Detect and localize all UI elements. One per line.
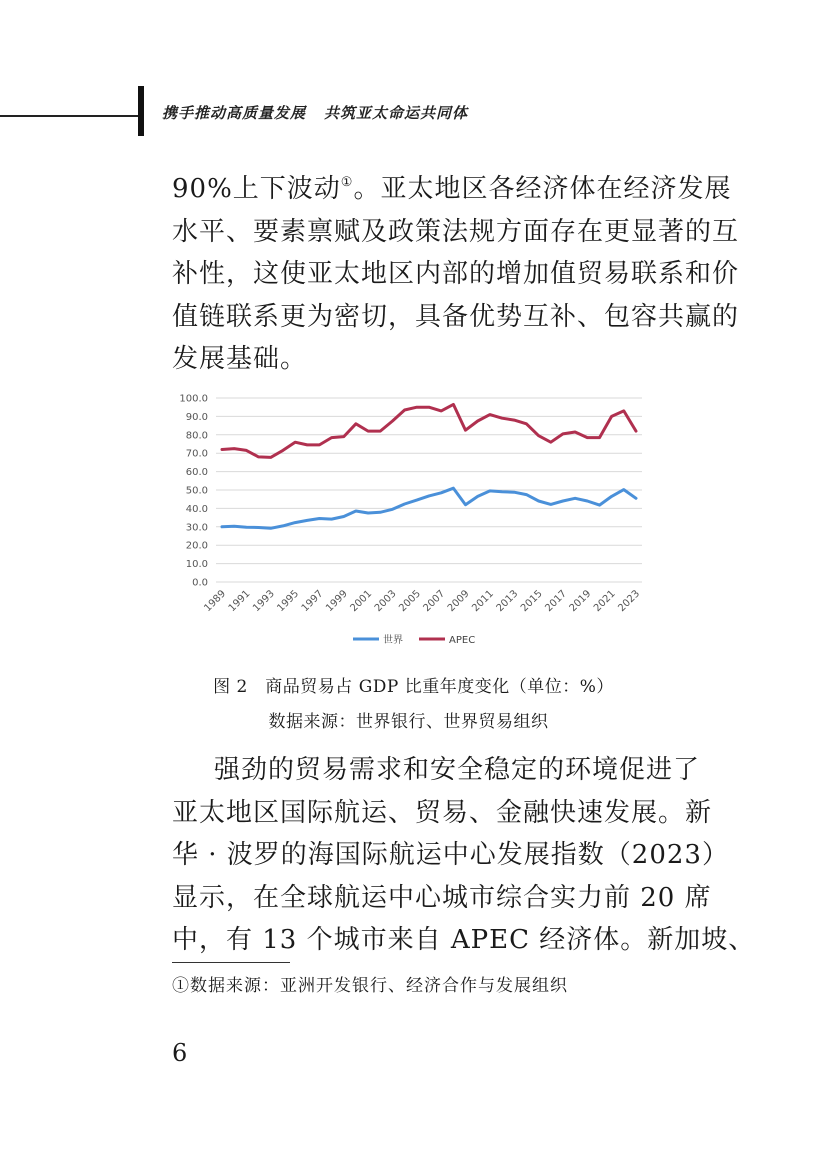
x-tick-label: 2007 xyxy=(421,588,448,615)
x-tick-label: 2021 xyxy=(591,588,618,615)
text-line: 中，有 13 个城市来自 APEC 经济体。新加坡、 xyxy=(172,925,756,955)
y-tick-label: 40.0 xyxy=(185,503,208,515)
page-number: 6 xyxy=(172,1039,188,1067)
x-tick-label: 1991 xyxy=(226,588,253,615)
header-bar xyxy=(138,86,144,136)
x-tick-label: 1999 xyxy=(324,588,350,615)
header-rule xyxy=(0,115,140,117)
x-tick-label: 2005 xyxy=(397,588,423,615)
running-header xyxy=(162,102,468,123)
y-tick-label: 60.0 xyxy=(185,467,208,479)
x-tick-label: 2013 xyxy=(494,588,521,615)
footnote-rule xyxy=(172,962,290,963)
text-line: 显示，在全球航运中心城市综合实力前 20 席 xyxy=(172,882,712,913)
x-tick-label: 2009 xyxy=(445,588,472,615)
text-line: 值链联系更为密切，具备优势互补、包容共赢的 xyxy=(172,301,740,332)
figure-source: 数据来源：世界银行、世界贸易组织 xyxy=(268,712,549,732)
text-line: 补性，这使亚太地区内部的增加值贸易联系和价 xyxy=(172,259,740,289)
body-paragraph-1 xyxy=(172,162,740,381)
y-tick-label: 70.0 xyxy=(185,448,208,460)
text-line: 亚太地区国际航运、贸易、金融快速发展。新 xyxy=(172,797,713,828)
legend-label: APEC xyxy=(449,635,476,646)
text-line: 华 · 波罗的海国际航运中心发展指数（2023） xyxy=(172,840,729,870)
x-tick-label: 2001 xyxy=(348,588,375,615)
x-tick-label: 2011 xyxy=(470,588,497,615)
text-line: 强劲的贸易需求和安全稳定的环境促进了 xyxy=(214,755,701,785)
text-line: 水平、要素禀赋及政策法规方面存在更显著的互 xyxy=(172,216,740,247)
x-tick-label: 1997 xyxy=(299,588,326,615)
text-line: 发展基础。 xyxy=(172,344,308,374)
legend-label: 世界 xyxy=(383,635,403,646)
y-tick-label: 50.0 xyxy=(185,485,208,497)
x-tick-label: 2003 xyxy=(372,588,399,615)
x-tick-label: 2017 xyxy=(543,588,570,615)
y-tick-label: 80.0 xyxy=(185,430,208,442)
series-line-APEC xyxy=(222,404,636,457)
x-tick-label: 1989 xyxy=(202,588,229,615)
y-tick-label: 90.0 xyxy=(185,411,208,423)
header-title-part1: 携手推动高质量发展 xyxy=(162,104,307,122)
trade-gdp-line-chart xyxy=(168,382,658,650)
x-tick-label: 2015 xyxy=(518,588,545,615)
y-tick-label: 20.0 xyxy=(185,540,208,552)
x-tick-label: 2023 xyxy=(616,588,643,615)
body-paragraph-2 xyxy=(172,749,756,962)
footnote: ①数据来源：亚洲开发银行、经济合作与发展组织 xyxy=(172,976,568,996)
y-tick-label: 100.0 xyxy=(179,393,208,405)
x-tick-label: 2019 xyxy=(567,588,594,615)
header-title-part2: 共筑亚太命运共同体 xyxy=(324,104,469,122)
footnote-marker: ① xyxy=(340,175,354,190)
figure-caption: 图 2 商品贸易占 GDP 比重年度变化（单位：%） xyxy=(213,677,614,697)
y-tick-label: 0.0 xyxy=(192,577,208,589)
y-tick-label: 30.0 xyxy=(185,522,208,534)
y-tick-label: 10.0 xyxy=(185,559,208,571)
text-line: 90%上下波动①。亚太地区各经济体在经济发展 xyxy=(172,174,732,204)
x-tick-label: 1995 xyxy=(275,588,302,615)
x-tick-label: 1993 xyxy=(251,588,277,615)
